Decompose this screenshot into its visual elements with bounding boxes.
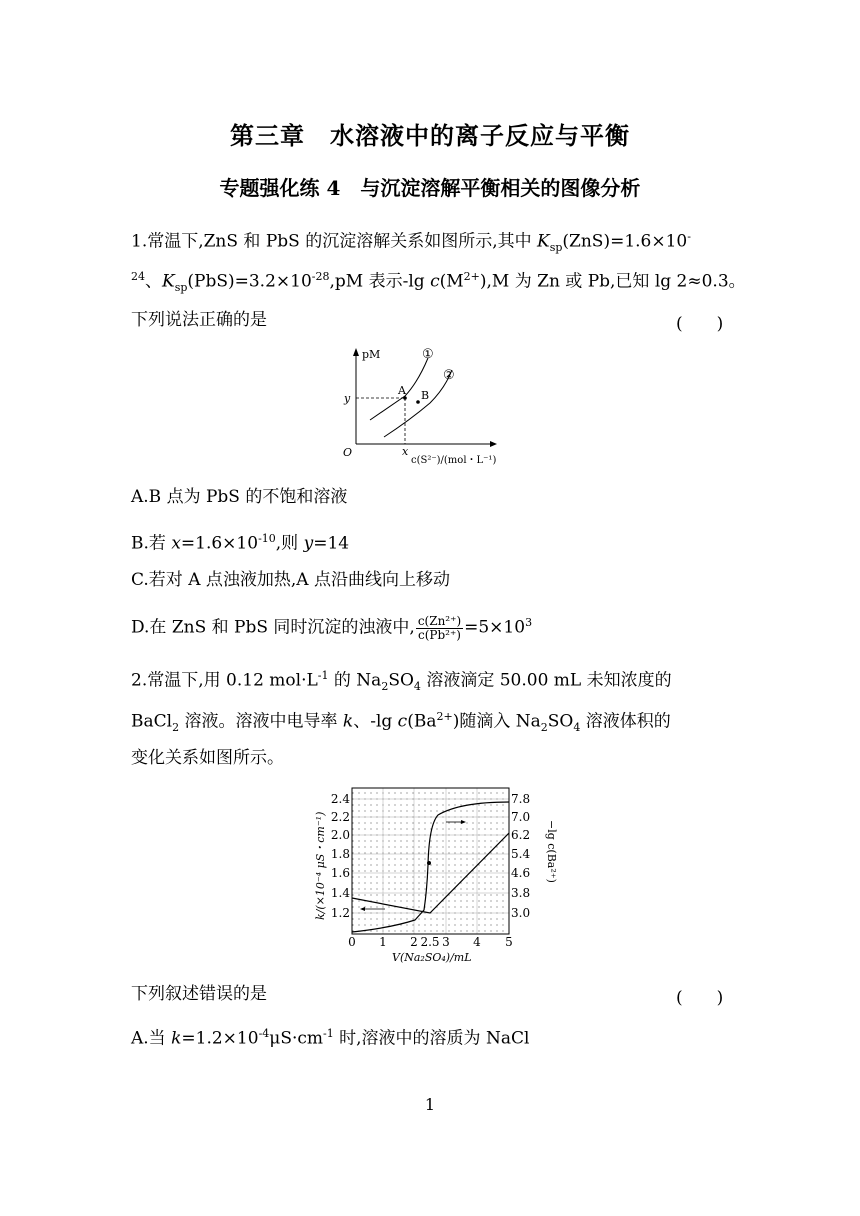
q1-stem-end: 下列说法正确的是 <box>131 310 267 330</box>
svg-text:2: 2 <box>410 935 418 949</box>
svg-text:1.8: 1.8 <box>330 847 350 861</box>
q1-option-b[interactable]: B.若 $x=1.6\times 10^{-10}$,则 y=14 <box>131 532 350 554</box>
q2-answer-blank: ( ) <box>676 988 724 1008</box>
svg-text:2.0: 2.0 <box>330 828 350 842</box>
section-title: 专题强化练 4 与沉淀溶解平衡相关的图像分析 <box>219 176 641 200</box>
q1-origin: O <box>343 446 353 459</box>
svg-text:4: 4 <box>473 935 481 949</box>
q2-line-1: 2.常温下,用 0.12 $mol\cdot L^{-1}$ 的 $Na_2SO_4$ 溶液滴定 50.00 mL 未知浓度的 <box>131 669 672 694</box>
page-number: 1 <box>424 1095 436 1114</box>
q2-left-ticks <box>331 792 350 920</box>
q1-line-1: 1.常温下,ZnS 和 PbS 的沉淀溶解关系如图所示,其中 $K_{sp}(ZnS)=1.6\times 10^-$ <box>131 230 691 255</box>
svg-text:2.2: 2.2 <box>330 810 350 824</box>
q1-ytick: y <box>344 392 351 405</box>
svg-text:2.4: 2.4 <box>330 792 350 806</box>
svg-text:3: 3 <box>442 935 450 949</box>
q1-figure <box>340 340 530 470</box>
q2-line-2: BaCl$_2$ 溶液。溶液中电导率 k、-lg $c(Ba^{2+})$随滴入 $Na_2SO_4$ 溶液体积的 <box>131 710 671 735</box>
q1-xtick: x <box>402 445 409 458</box>
q1-answer-blank: ( ) <box>676 314 724 334</box>
q2-figure <box>310 780 560 970</box>
q1-line-2: $^{24}$、$K_{sp}(PbS)=3.2\times 10^{-28},pM$ 表示-lg $c(M^{2+}),M$ 为 Zn 或 Pb,已知 lg 2≈0.3。 <box>131 270 746 295</box>
svg-text:1.2: 1.2 <box>330 906 350 920</box>
svg-text:4.6: 4.6 <box>511 866 531 880</box>
svg-text:7.8: 7.8 <box>511 792 531 806</box>
svg-text:3.0: 3.0 <box>511 906 531 920</box>
chapter-title: 第三章 水溶液中的离子反应与平衡 <box>230 121 630 150</box>
q1-point-a-label: A <box>398 384 406 397</box>
q2-stem-end: 下列叙述错误的是 <box>131 984 267 1004</box>
q2-x-ticks <box>348 935 513 949</box>
q1-x-arrow <box>490 441 497 447</box>
q2-line-3: 变化关系如图所示。 <box>131 748 284 768</box>
q2-x-label: V(Na₂SO₄)/mL <box>392 951 472 964</box>
q1-curve-1-label: ① <box>422 347 434 362</box>
q1-curve-2-label: ② <box>443 368 455 383</box>
q1-option-d-fraction: $\frac{\text{c(Zn²⁺)}}{\text{c(Pb²⁺)}}$ <box>417 613 462 642</box>
svg-text:1: 1 <box>379 935 387 949</box>
svg-text:1.6: 1.6 <box>330 866 350 880</box>
q1-x-label: c(S²⁻)/(mol・L⁻¹) <box>411 455 497 466</box>
q1-option-d[interactable]: D.在 ZnS 和 PbS 同时沉淀的浊液中, $\frac{\text{c(Zn²⁺)}}{\text{c(Pb²⁺)}}$ $=5\times 10^3$ <box>131 613 533 642</box>
svg-text:1.4: 1.4 <box>330 886 350 900</box>
q1-point-b-label: B <box>421 389 430 402</box>
svg-text:6.2: 6.2 <box>511 828 531 842</box>
svg-text:3.8: 3.8 <box>511 886 531 900</box>
q2-right-ticks <box>511 792 530 920</box>
svg-text:5: 5 <box>505 935 513 949</box>
q2-option-a[interactable]: A.当 $k=1.2\times 10^{-4}\mu S\cdot cm^{-1}$ 时,溶液中的溶质为 NaCl <box>131 1027 530 1049</box>
q1-y-label: pM <box>362 348 381 361</box>
q2-left-label: k/(×10⁻⁴ μS・cm⁻¹) <box>314 811 327 920</box>
svg-text:2.5: 2.5 <box>420 935 440 949</box>
q1-point-b <box>416 400 420 404</box>
q1-y-arrow <box>353 348 359 356</box>
svg-text:7.0: 7.0 <box>511 810 531 824</box>
q2-right-label: −lg c(Ba²⁺) <box>545 820 558 883</box>
q1-option-c[interactable]: C.若对 A 点浊液加热,A 点沿曲线向上移动 <box>131 570 450 590</box>
svg-text:0: 0 <box>348 935 356 949</box>
q2-midpoint <box>427 861 431 865</box>
svg-text:5.4: 5.4 <box>511 847 531 861</box>
q1-option-a[interactable]: A.B 点为 PbS 的不饱和溶液 <box>131 487 348 507</box>
